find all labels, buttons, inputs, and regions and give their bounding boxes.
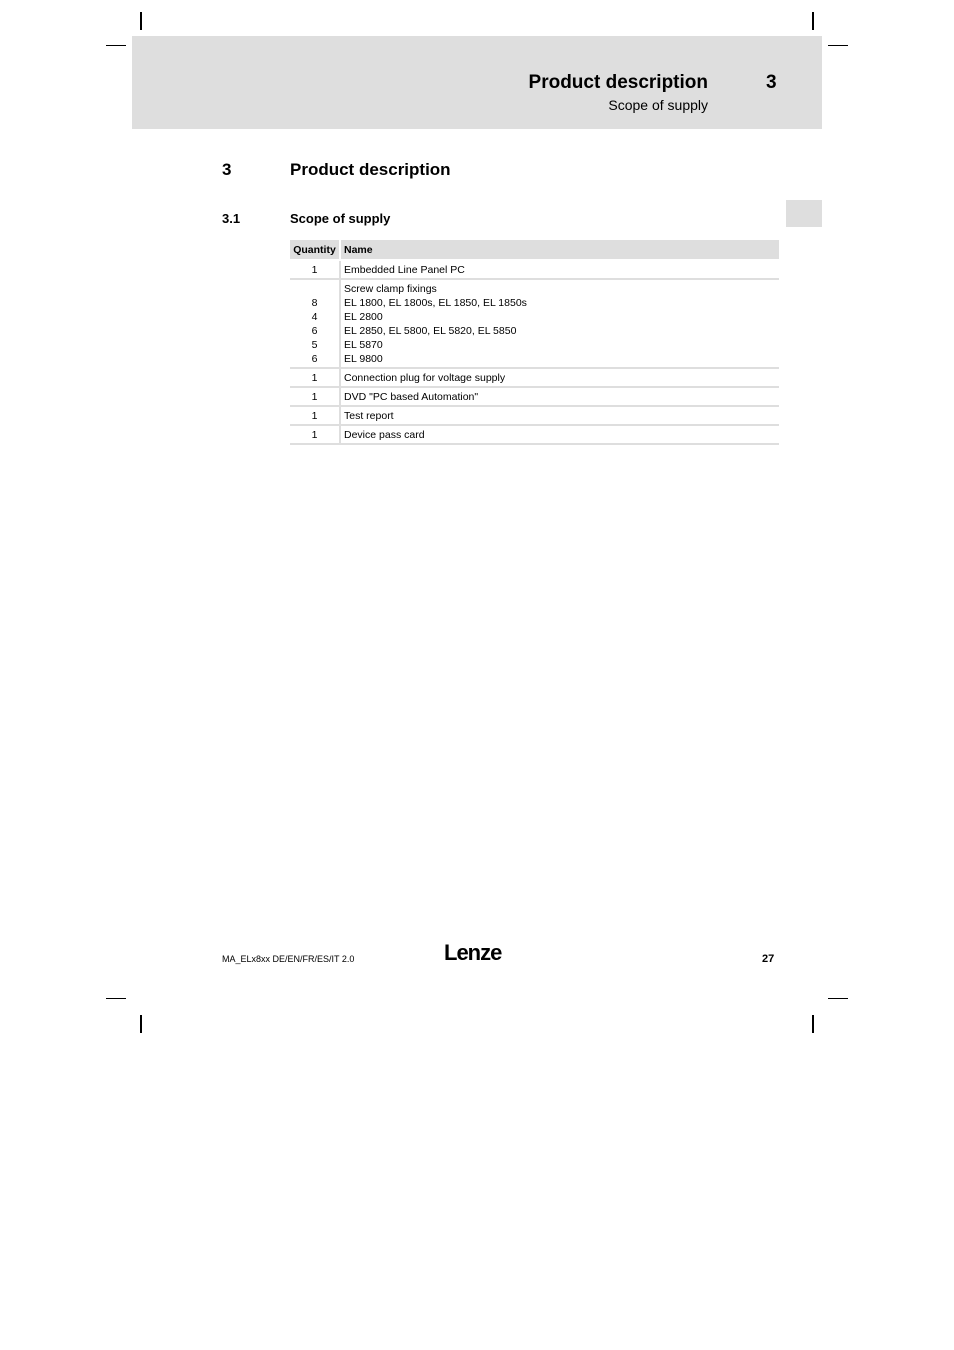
header-title: Product description (528, 72, 708, 93)
quantity-value: 6 (311, 353, 318, 365)
crop-mark (812, 1015, 814, 1033)
table-row (290, 368, 779, 387)
item-name: EL 2850, EL 5800, EL 5820, EL 5850 (344, 325, 517, 337)
item-name: Test report (344, 410, 394, 422)
quantity-value: 6 (311, 325, 318, 337)
crop-mark (828, 998, 848, 999)
header-subtitle: Scope of supply (608, 97, 708, 113)
item-name: EL 9800 (344, 353, 383, 365)
table-row (290, 260, 779, 279)
footer-document-id: MA_ELx8xx DE/EN/FR/ES/IT 2.0 (222, 954, 355, 964)
item-name: DVD "PC based Automation" (344, 391, 479, 403)
item-name: EL 1800, EL 1800s, EL 1850, EL 1850s (344, 297, 527, 309)
quantity-cell (290, 406, 340, 425)
subsection-title: Scope of supply (290, 211, 391, 226)
table-row (290, 387, 779, 406)
crop-mark (812, 12, 814, 30)
column-header-quantity: Quantity (290, 240, 340, 260)
crop-mark (106, 998, 126, 999)
name-cell (340, 260, 779, 279)
quantity-value: 1 (311, 410, 318, 422)
quantity-cell (290, 387, 340, 406)
crop-mark (140, 1015, 142, 1033)
quantity-cell (290, 368, 340, 387)
subsection-number: 3.1 (222, 211, 241, 226)
scope-of-supply-table (290, 240, 779, 445)
header-chapter-number: 3 (766, 72, 777, 93)
item-name: Connection plug for voltage supply (344, 372, 506, 384)
table-row (290, 279, 779, 368)
quantity-value: 1 (311, 264, 318, 276)
quantity-value: 1 (311, 372, 318, 384)
section-number: 3 (222, 160, 232, 179)
item-name: Embedded Line Panel PC (344, 264, 465, 276)
item-name: Device pass card (344, 429, 425, 441)
quantity-cell (290, 425, 340, 444)
quantity-value: 1 (311, 391, 318, 403)
table-row (290, 425, 779, 444)
quantity-value: 5 (311, 339, 318, 351)
header-band (132, 36, 822, 129)
quantity-cell (290, 279, 340, 368)
chapter-side-tab (786, 200, 822, 227)
item-name: EL 5870 (344, 339, 383, 351)
table-row (290, 406, 779, 425)
name-cell (340, 279, 779, 368)
name-cell (340, 368, 779, 387)
item-name: EL 2800 (344, 311, 383, 323)
quantity-cell (290, 260, 340, 279)
quantity-value: 1 (311, 429, 318, 441)
name-cell (340, 425, 779, 444)
quantity-value (290, 282, 339, 296)
quantity-value: 8 (311, 297, 318, 309)
page-number: 27 (762, 953, 775, 965)
item-name: Screw clamp fixings (344, 283, 437, 295)
crop-mark (828, 45, 848, 46)
lenze-logo: Lenze (444, 940, 502, 965)
name-cell (340, 387, 779, 406)
crop-mark (140, 12, 142, 30)
table-header-row (290, 240, 779, 260)
column-header-name: Name (340, 240, 779, 260)
name-cell (340, 406, 779, 425)
section-title: Product description (290, 160, 451, 179)
quantity-value: 4 (311, 311, 318, 323)
crop-mark (106, 45, 126, 46)
